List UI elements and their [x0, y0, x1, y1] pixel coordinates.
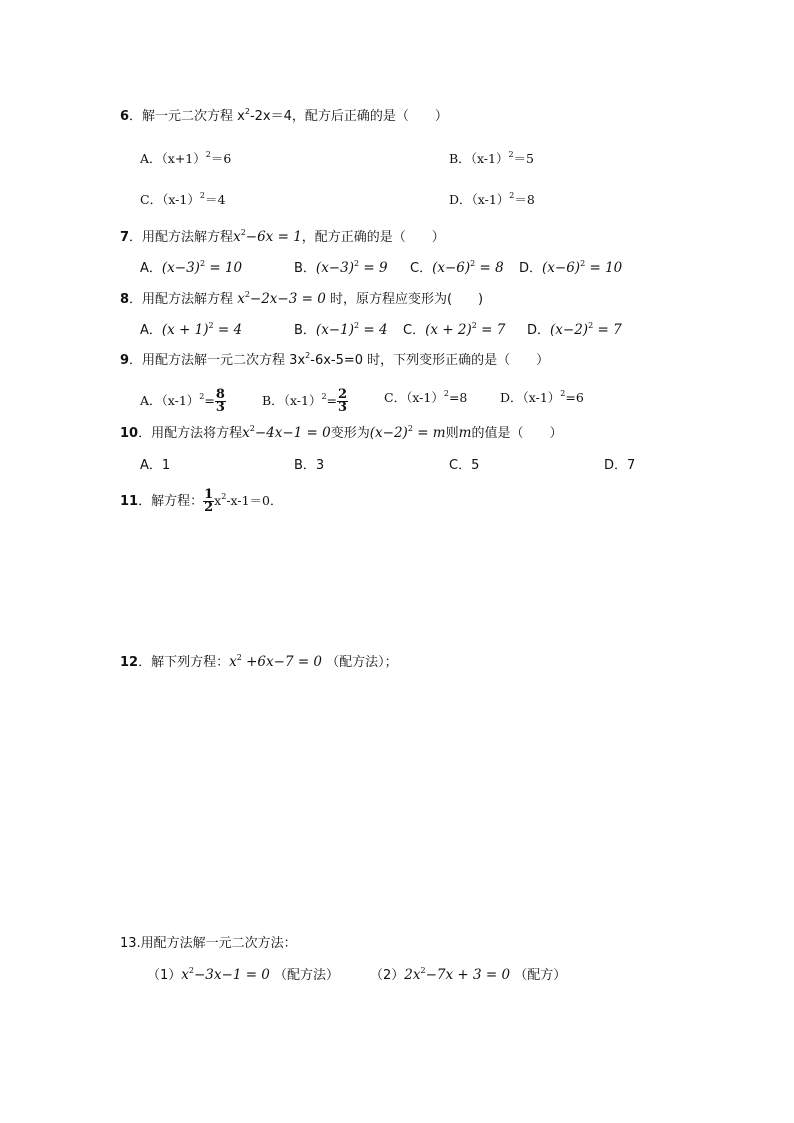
question-number: 7 [120, 230, 130, 245]
question-number: 11 [120, 494, 139, 509]
q7-option-d: D．$(x-6)^2 = 10$ [519, 259, 623, 276]
q9-option-d: D．$(x-1)^2=6$ [500, 389, 584, 405]
q8-option-b: B．$(x-1)^2 = 4$ [294, 321, 388, 338]
q10-option-c: C．5 [449, 458, 480, 473]
question-number: 10 [120, 426, 139, 441]
q9-option-c: C．$(x-1)^2=8$ [384, 389, 468, 405]
q7-option-c: C．$(x-6)^2 = 8$ [410, 259, 504, 276]
question-number: 8 [120, 292, 130, 307]
question-6-stem: 6．解一元二次方程 $x^2-2x=4$，配方后正确的是（ ） [120, 107, 448, 124]
q13-part-2: $(2)2x^2-7x + 3 = 0$ （配方） [370, 966, 567, 983]
q9-option-a: A．$(x-1)^2=$ $\frac{8}{3}$ [140, 387, 225, 415]
q6-option-b: B．$(x-1)^2=5$ [449, 150, 534, 166]
q10-option-a: A．1 [140, 458, 171, 473]
question-9-stem: 9．用配方法解一元二次方程 $3x^2-6x-5=0$ 时，下列变形正确的是（ ） [120, 351, 550, 368]
question-8-stem: 8．用配方法解方程 $x^2-2x-3 = 0$ 时，原方程应变形为( ) [120, 290, 484, 307]
q6-option-c: C．$(x-1)^2=4$ [140, 191, 226, 207]
q13-part-1: $(1)x^2-3x-1 = 0$ （配方法） [147, 966, 340, 983]
question-12-stem: 12．解下列方程：$x^2 +6x-7 = 0$ （配方法）； [120, 653, 398, 670]
q8-option-a: A．$(x + 1)^2 = 4$ [140, 321, 243, 338]
question-10-stem: 10．用配方法将方程$x^2-4x-1 = 0$变形为$(x-2)^2 = m$则m的值是（ ） [120, 424, 563, 441]
question-number: 12 [120, 655, 139, 670]
question-number: 9 [120, 353, 130, 368]
q6-option-a: A．$(x+1)^2=6$ [140, 150, 232, 166]
q8-option-c: C．$(x + 2)^2 = 7$ [403, 321, 506, 338]
fraction: $\frac{8}{3}$ [215, 387, 225, 415]
q9-option-b: B．$(x-1)^2=$ $\frac{2}{3}$ [262, 387, 348, 415]
question-number: 6 [120, 109, 130, 124]
fraction: $\frac{2}{3}$ [338, 387, 348, 415]
q10-option-b: B．3 [294, 458, 325, 473]
question-13-heading: 13.用配方法解一元二次方法： [120, 936, 297, 951]
question-11-stem: 11．解方程： $\frac{1}{2}$ $x^2-x-1=0$． [120, 487, 283, 515]
question-7-stem: 7．用配方法解方程$x^2-6x = 1$，配方正确的是（ ） [120, 228, 445, 245]
q8-option-d: D．$(x-2)^2 = 7$ [527, 321, 622, 338]
fraction: $\frac{1}{2}$ [204, 487, 214, 515]
q6-option-d: D．$(x-1)^2=8$ [449, 191, 535, 207]
q7-option-b: B．$(x-3)^2 = 9$ [294, 259, 388, 276]
q10-option-d: D．7 [604, 458, 636, 473]
q7-option-a: A．$(x-3)^2 = 10$ [140, 259, 243, 276]
